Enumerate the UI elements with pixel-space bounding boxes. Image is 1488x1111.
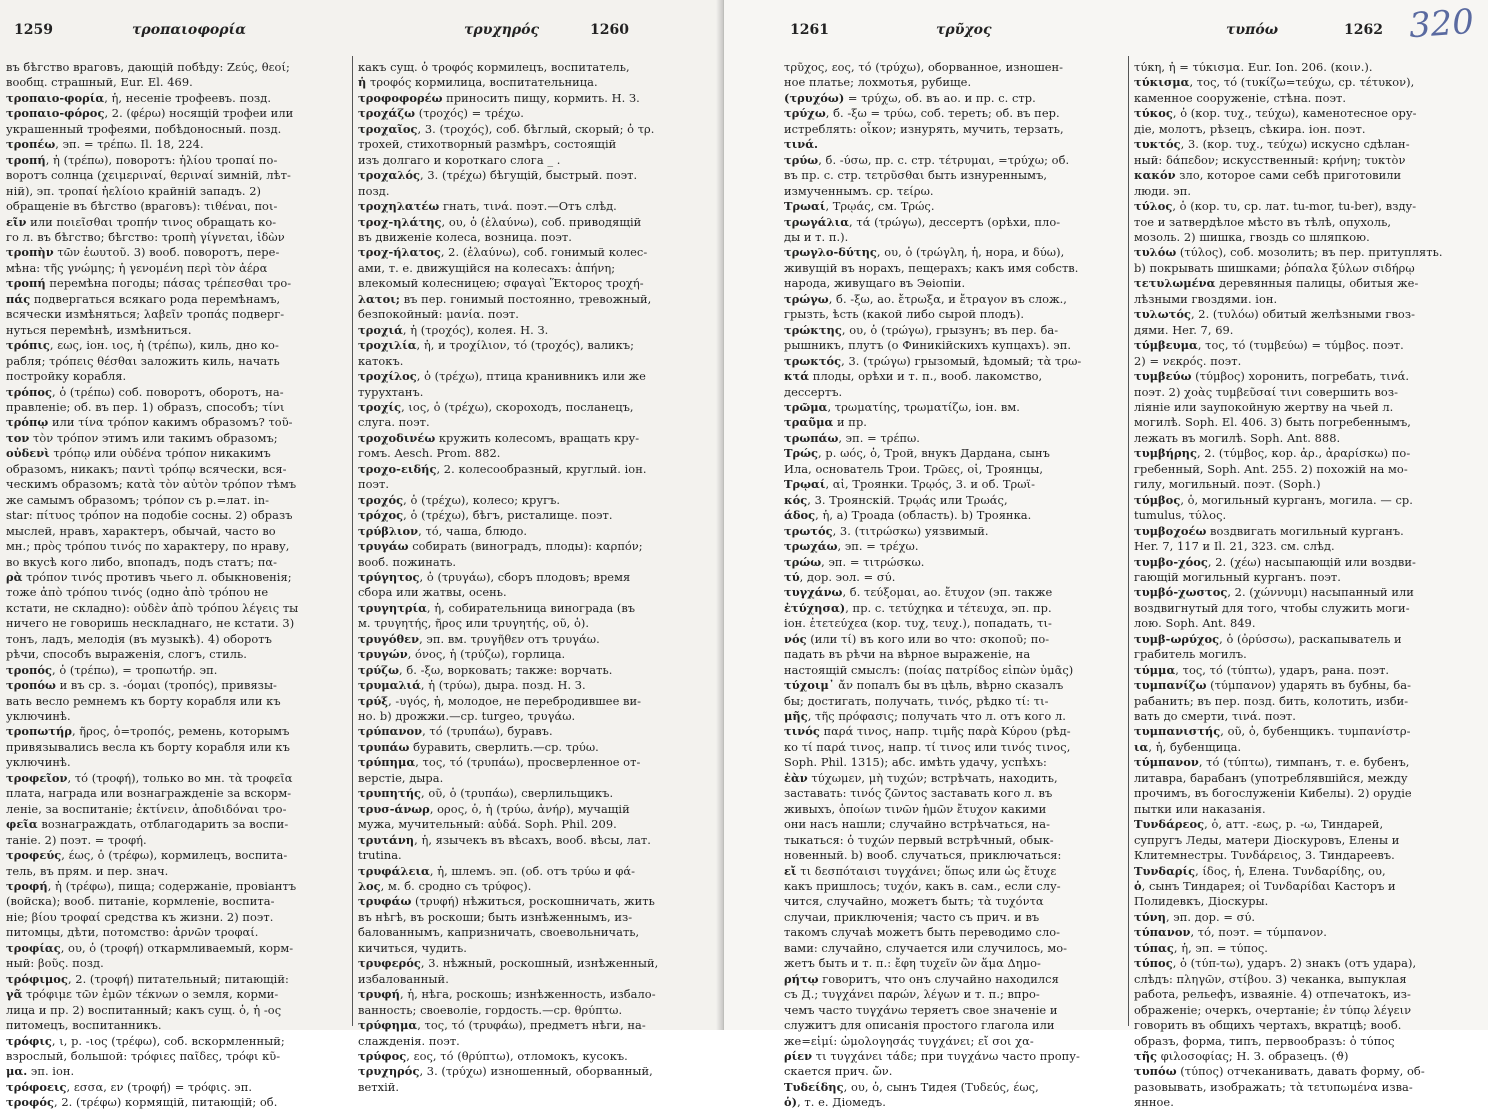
entry-line: такомъ случаѣ можетъ быть переводимо сло- bbox=[784, 925, 1061, 940]
entry-line: τυμβήρης, 2. (τύμβος, кор. ἀρ., ἀραρίσκω) по- bbox=[1134, 446, 1411, 461]
entry-line: воздвигнутый для того, чтобы служить моги- bbox=[1134, 600, 1410, 615]
entry-line: τετυλωμένα деревянныя палицы, обитыя же- bbox=[1134, 276, 1419, 291]
entry-line: лежать въ могилѣ. Soph. Ant. 888. bbox=[1134, 430, 1341, 445]
entry-line: τρωγλο-δύτης, ου, ὁ (τρώγλη, ἡ, нора, и δύω), bbox=[784, 245, 1065, 260]
entry-line: τροπὴν τῶν ἑωυτοῦ. 3) вооб. поворотъ, пере- bbox=[6, 245, 280, 260]
entry-line: τρυφάω (τρυφή) нѣжиться, роскошничать, жить bbox=[358, 894, 655, 909]
entry-line: питомецъ, воспитанникъ. bbox=[6, 1018, 162, 1033]
entry-line: воротъ солнца (χειμεριναί, θεριναί зимній, лѣт- bbox=[6, 168, 291, 183]
entry-line: рышникъ, плутъ (о Финикійскихъ купцахъ). эп. bbox=[784, 338, 1072, 353]
entry-line: τρυσ-άνωρ, ορος, ὁ, ἡ (τρύω, ἀνήρ), мучащій bbox=[358, 801, 630, 816]
entry-line: вами: случайно, случается или случилось, мо- bbox=[784, 940, 1068, 955]
entry-line: діе, молотъ, рѣзецъ, сѣкира. іон. поэт. bbox=[1134, 121, 1366, 136]
entry-line: Τυνδαρίς, ίδος, ἡ, Елена. Τυνδαρίδης, ου, bbox=[1134, 863, 1386, 878]
entry-line: τροχαῖος, 3. (τροχός), соб. бѣглый, скорый; ὁ τρ. bbox=[358, 121, 655, 136]
entry-line: истреблять: οἶκον; изнурять, мучить, терзать, bbox=[784, 121, 1064, 136]
entry-line: изъ долгаго и короткаго слога _ . bbox=[358, 152, 561, 167]
page-number-1262: 1262 bbox=[1344, 22, 1383, 38]
entry-line: гомъ. Aesch. Prom. 882. bbox=[358, 446, 501, 461]
column-1259 bbox=[6, 60, 346, 1110]
entry-line: слуга. поэт. bbox=[358, 415, 430, 430]
entry-line: ліяніе или заупокойную жертву на чьей л. bbox=[1134, 399, 1394, 414]
entry-line: прочимъ, въ богослуженіи Кибелы). 2) орудіе bbox=[1134, 786, 1412, 801]
page-number-1261: 1261 bbox=[790, 22, 829, 38]
entry-line: таніе. 2) поэт. = τροφή. bbox=[6, 832, 147, 847]
entry-line: нуться перемѣнѣ, измѣниться. bbox=[6, 322, 192, 337]
entry-line: чемъ часто τυγχάνω теряетъ свое значеніе и bbox=[784, 1002, 1058, 1017]
entry-line: тое и затвердѣлое мѣсто въ тѣлѣ, опухоль, bbox=[1134, 214, 1392, 229]
column-divider-left bbox=[352, 56, 353, 1026]
entry-line: γᾶ τρόφιμε τῶν ἐμῶν τέκνων о земля, корми- bbox=[6, 987, 279, 1002]
entry-line: τύμμα, τος, τό (τύπτω), ударъ, рана. поэт. bbox=[1134, 662, 1390, 677]
entry-line: τρύφος, εος, τό (θρύπτω), отломокъ, кусокъ. bbox=[358, 1049, 628, 1063]
entry-line: грабитель могилъ. bbox=[1134, 647, 1247, 662]
entry-line: κός, 3. Троянскій. Τρῳάς или Τρωάς, bbox=[784, 492, 1008, 507]
entry-line: ρίεν τι τυγχάνει τάδε; при τυγχάνω часто пропу- bbox=[784, 1049, 1080, 1063]
entry-line: ρήτῳ говоритъ, что онъ случайно находился bbox=[784, 971, 1059, 986]
entry-line: μα. эп. іон. bbox=[6, 1064, 75, 1079]
entry-line: τρύγητος, ὁ (τρυγάω), сборъ плодовъ; время bbox=[358, 569, 631, 584]
entry-line: живыхъ, ὁποίων τινῶν ἡμῶν ἔτυχον какими bbox=[784, 801, 1047, 816]
entry-line: τυκτός, 3. (кор. τυχ., τεύχω) искусно сдѣлан- bbox=[1134, 137, 1410, 152]
entry-line: трохей, стихотворный размѣръ, состоящій bbox=[358, 137, 617, 152]
entry-line: въ бѣгство враговъ, дающій побѣду: Ζεύς, θεοί; bbox=[6, 60, 290, 74]
entry-line: τυλωτός, 2. (τυλόω) обитый желѣзными гвоз- bbox=[1134, 307, 1415, 322]
entry-line: τρυμαλιά, ἡ (τρύω), дыра. позд. Н. З. bbox=[358, 678, 586, 693]
running-head-1261: τρῦχος bbox=[936, 22, 992, 38]
entry-line: ній), эп. τροπαί ἠελίοιο крайній западъ. 2) bbox=[6, 183, 262, 198]
entry-line: плата, награда или вознагражденіе за вскорм- bbox=[6, 786, 292, 801]
entry-line: τυμβοχοέω воздвигать могильный курганъ. bbox=[1134, 523, 1404, 538]
entry-line: ванность; своеволіе, гордость.—ср. θρύπτω. bbox=[358, 1002, 623, 1017]
entry-line: тонъ, ладъ, мелодія (въ музыкѣ). 4) оборотъ bbox=[6, 631, 272, 646]
entry-line: кичиться, чудить. bbox=[358, 940, 467, 955]
entry-line: τρύζω, б. -ξω, ворковать; также: ворчать. bbox=[358, 662, 613, 677]
entry-line: какъ пришлось; τυχόν, какъ в. сам., если слу- bbox=[784, 879, 1061, 894]
left-page bbox=[0, 0, 724, 1110]
entry-line: питомцы, дѣти, потомство: ἀρνῶν τροφαί. bbox=[6, 925, 259, 940]
entry-line: они насъ нашли; случайно встрѣчаться, на- bbox=[784, 817, 1051, 832]
entry-line: τροφεύς, έως, ὁ (τρέφω), кормилецъ, воспита- bbox=[6, 848, 288, 863]
entry-line: τρόπῳ или τίνα τρόπον какимъ образомъ? τοῦ- bbox=[6, 415, 293, 430]
entry-line: τυγχάνω, б. τεύξομαι, ао. ἔτυχον (эп. также bbox=[784, 585, 1053, 600]
entry-line: ια, ἡ, бубенщица. bbox=[1134, 739, 1242, 754]
entry-line: уключинѣ. bbox=[6, 755, 71, 770]
entry-line: ное платье; лохмотья, рубище. bbox=[784, 75, 972, 90]
entry-line: τρυφερός, 3. нѣжный, роскошный, изнѣженный, bbox=[358, 956, 659, 971]
entry-line: τροχ-ήλατος, 2. (ἐλαύνω), соб. гонимый колес- bbox=[358, 245, 648, 260]
entry-line: балованнымъ, капризничать, своевольничать, bbox=[358, 925, 640, 940]
entry-line: τροχο-ειδής, 2. колесообразный, круглый. іон. bbox=[358, 461, 647, 476]
entry-line: избалованный. bbox=[358, 971, 449, 986]
entry-line: τρόπις, εως, іон. ιος, ἡ (τρέπω), киль, дно ко- bbox=[6, 338, 279, 353]
entry-line: рабанить; въ пер. позд. бить, колотить, изби- bbox=[1134, 693, 1409, 708]
entry-line: супругъ Леды, матери Діоскуровъ, Елены и bbox=[1134, 832, 1400, 847]
entry-line: τρυπητής, οῦ, ὁ (τρυπάω), сверлильщикъ. bbox=[358, 786, 614, 801]
entry-line: τρόφοεις, εσσα, εν (τροφή) = τρόφις. эп. bbox=[6, 1079, 253, 1094]
entry-line: πάς подвергаться всякаго рода перемѣнамъ, bbox=[6, 291, 281, 306]
entry-line: τροπέω, эп. = τρέπω. Il. 18, 224. bbox=[6, 137, 204, 152]
entry-line: άδος, ἡ, a) Троада (область). b) Троянка. bbox=[784, 508, 1032, 523]
entry-line: кстати, не складно): οὐδὲν ἀπὸ τρόπου λέγεις ты bbox=[6, 600, 299, 615]
entry-line: τροχάζω (τροχός) = τρέχω. bbox=[358, 106, 524, 121]
entry-line: уключинѣ. bbox=[6, 709, 71, 724]
entry-line: τροπή, ἡ (τρέπω), поворотъ: ἡλίου τροπαί по- bbox=[6, 152, 278, 167]
entry-line: литавра, барабанъ (употреблявшійся, между bbox=[1134, 770, 1408, 785]
entry-line: τρόπος, ὁ (τρέπω) соб. поворотъ, оборотъ, на- bbox=[6, 384, 284, 399]
entry-line: го л. въ бѣгство; бѣгство: τροπὴ γίγνεται, ἰδὼν bbox=[6, 229, 285, 244]
entry-line: Τρῳαί, αἱ, Троянки. Τρῳός, 3. и об. Τρωϊ- bbox=[784, 477, 1035, 492]
entry-line: служитъ для описанія простого глагола или bbox=[784, 1018, 1055, 1033]
entry-line: влекомый колесницею; σφαγαὶ Ἕκτορος τροχή- bbox=[358, 276, 644, 291]
entry-line: τρώκτης, ου, ὁ (τρώγω), грызунъ; въ пер. ба- bbox=[784, 322, 1059, 337]
entry-line: τροχίς, ιος, ὁ (τρέχω), скороходъ, посланецъ, bbox=[358, 399, 634, 414]
entry-line: τρόχος, ὁ (τρέχω), бѣгъ, ристалище. поэт. bbox=[358, 508, 613, 523]
entry-line: τύκος, ὁ (кор. τυχ., τεύχω), каменотесное ору- bbox=[1134, 106, 1417, 121]
entry-line: дессертъ. bbox=[784, 384, 843, 399]
entry-line: εἴ τι δεσπόταισι τυγχάνει; ὅπως или ὡς ἔτυχε bbox=[784, 863, 1057, 878]
entry-line: τύμβευμα, τος, τό (τυμβεύω) = τύμβος. поэт. bbox=[1134, 338, 1404, 353]
entry-line: мозоль. 2) шишка, гвоздь со шляпкою. bbox=[1134, 229, 1370, 244]
right-page bbox=[724, 0, 1488, 1110]
entry-line: работа, рельефъ, изваяніе. 4) отпечатокъ, из- bbox=[1134, 987, 1411, 1002]
entry-line: во вкусѣ кого либо, впопадъ, подъ статъ; πα- bbox=[6, 554, 277, 569]
entry-line: чится, случайно, можетъ быть; τὰ τυχόντα bbox=[784, 894, 1044, 909]
entry-line: τον τὸν τρόπον этимъ или такимъ образомъ; bbox=[6, 430, 278, 445]
entry-line: τροπαιο-φορία, ἡ, несеніе трофеевъ. позд. bbox=[6, 90, 271, 105]
entry-line: τύλος, ὁ (кор. τυ, ср. лат. tu-mor, tu-ber), взду- bbox=[1134, 199, 1417, 214]
entry-line: ὁ, сынъ Тиндарея; οἱ Τυνδαρίδαι Касторъ и bbox=[1134, 879, 1396, 894]
entry-line: τρύω, б. -ύσω, пр. с. стр. τέτρυμαι, =τρύχω; об. bbox=[784, 152, 1070, 167]
column-1261 bbox=[784, 60, 1124, 1110]
page-number-1260: 1260 bbox=[590, 22, 629, 38]
entry-line: гающій могильный курганъ. поэт. bbox=[1134, 569, 1341, 584]
entry-line: τροφοφορέω приносить пищу, кормить. Н. З. bbox=[358, 90, 640, 105]
entry-line: τροπόω и въ ср. з. -όομαι (τροπός), привязы- bbox=[6, 678, 277, 693]
entry-line: κτά плоды, орѣхи и т. п., вооб. лакомство, bbox=[784, 369, 1043, 384]
entry-line: дями. Her. 7, 69. bbox=[1134, 322, 1234, 337]
entry-line: τρυφάλεια, ἡ, шлемъ. эп. (об. отъ τρύω и φά- bbox=[358, 863, 636, 878]
entry-line: слѣдъ: πληγῶν, στίβου. 3) чеканка, выпуклая bbox=[1134, 971, 1407, 986]
entry-line: въ нѣгѣ, въ роскоши; быть изнѣженнымъ, из- bbox=[358, 909, 633, 924]
entry-line: Τρώς, р. ωός, ὁ, Трой, внукъ Дардана, сынъ bbox=[784, 446, 1050, 461]
entry-line: ничего не говоришь нескладнаго, не кстати. 3) bbox=[6, 616, 295, 631]
entry-line: же=εἰμί: ὡμολογησάς τυγχάνει; εἴ σοι χα- bbox=[784, 1033, 1034, 1048]
entry-line: τρωπάω, эп. = τρέπω. bbox=[784, 430, 920, 445]
entry-line: гилу, могильный. поэт. (Soph.) bbox=[1134, 477, 1321, 492]
entry-line: τροφή, ἡ (τρέφω), пища; содержаніе, провіантъ bbox=[6, 879, 297, 894]
entry-line: ами, т. е. движущійся на колесахъ: ἀπήνη; bbox=[358, 260, 616, 275]
entry-line: τροφός, 2. (τρέφω) кормящій, питающій; об. bbox=[6, 1095, 278, 1110]
entry-line: τρωχάω, эп. = τρέχω. bbox=[784, 539, 919, 554]
entry-line: τύπας, ἡ, эп. = τύπος. bbox=[1134, 940, 1268, 955]
entry-line: мужа, мучительный: αὐδά. Soph. Phil. 209. bbox=[358, 817, 617, 832]
entry-line: τυμβεύω (τύμβος) хоронить, погребать, τινά. bbox=[1134, 369, 1410, 384]
entry-line: мыслей, нравъ, характеръ, обычай, часто во bbox=[6, 523, 276, 538]
entry-line: τύνη, эп. дор. = σύ. bbox=[1134, 909, 1256, 924]
entry-line: τυλόω (τύλος), соб. мозолить; въ пер. притуплять. bbox=[1134, 245, 1443, 260]
entry-line: ὁ), т. е. Діомедъ. bbox=[784, 1095, 886, 1110]
entry-line: верстіе, дыра. bbox=[358, 770, 444, 785]
entry-line: Клитемнестры. Τυνδάρειος, 3. Тиндареевъ. bbox=[1134, 848, 1395, 863]
entry-line: тоже ἀπὸ τρόπου τινός (одно ἀπὸ τρόπου не bbox=[6, 585, 269, 600]
entry-line: образъ, форма, типъ, первообразъ: ὁ τύπος bbox=[1134, 1033, 1395, 1048]
entry-line: жетъ быть и т. п.: ἔφη τυχεῖν ὢν ἅμα Δημο- bbox=[784, 956, 1041, 971]
entry-line: 2) = νεκρός. поэт. bbox=[1134, 353, 1242, 368]
entry-line: τροπωτήρ, ῆρος, ὁ=τροπός, ремень, которымъ bbox=[6, 724, 290, 739]
entry-line: τυμβο-χόος, 2. (χέω) насыпающій или воздви- bbox=[1134, 554, 1416, 569]
entry-line: мѣна: τῆς γνώμης; ἡ γενομένη περὶ τὸν ἀέρα bbox=[6, 260, 268, 275]
entry-line: тель, въ прям. и пер. знач. bbox=[6, 863, 169, 878]
entry-line: привязывались весла къ борту корабля или къ bbox=[6, 739, 290, 754]
entry-line: τρυπάω буравить, сверлить.—ср. τρύω. bbox=[358, 739, 599, 754]
entry-line: катокъ. bbox=[358, 353, 404, 368]
entry-line: μῆς, τῆς πρόφασις; получать что л. отъ кого л. bbox=[784, 709, 1066, 724]
entry-line: τρυφή, ἡ, нѣга, роскошь; изнѣженность, избало- bbox=[358, 987, 656, 1002]
entry-line: народа, живущаго въ Эѳіопіи. bbox=[784, 276, 966, 291]
entry-line: τροφεῖον, τό (τροφή), только во мн. τὰ τροφεῖα bbox=[6, 770, 293, 785]
entry-line: τύμβος, ὁ, могильный курганъ, могила. — ср. bbox=[1134, 492, 1413, 507]
entry-line: τρύβλιον, τό, чаша, блюдо. bbox=[358, 523, 528, 538]
entry-line: τροπαιο-φόρος, 2. (φέρω) носящій трофеи или bbox=[6, 106, 294, 121]
entry-line: (τρυχόω) = τρύχω, об. въ ао. и пр. с. стр. bbox=[784, 90, 1036, 105]
entry-line: τρύξ, -υγός, ἡ, молодое, не перебродившее ви- bbox=[358, 693, 642, 708]
column-divider-right bbox=[1128, 56, 1129, 1026]
entry-line: люди. эп. bbox=[1134, 183, 1192, 198]
entry-line: tumulus, τύλος. bbox=[1134, 508, 1227, 523]
entry-line: ный: δάπεδον; искусственный: κρήνη; τυκτὸν bbox=[1134, 152, 1406, 167]
entry-line: τρώω, эп. = τιτρώσκω. bbox=[784, 554, 925, 569]
entry-line: м. τρυγητής, ῆρος или τρυγητής, οῦ, ὁ). bbox=[358, 616, 590, 631]
entry-line: (войска); вооб. питаніе, кормленіе, воспита- bbox=[6, 894, 275, 909]
entry-line: леніе, за воспитаніе; ἐκτίνειν, ἀποδιδόναι τρο- bbox=[6, 801, 287, 816]
entry-line: τρώγω, б. -ξω, ао. ἔτρωξα, и ἔτραγον въ слож., bbox=[784, 291, 1067, 306]
entry-line: λατοι; въ пер. гонимый постоянно, тревожный, bbox=[358, 291, 652, 306]
entry-line: поэт. bbox=[358, 477, 390, 492]
entry-line: τυμβό-χωστος, 2. (χώννυμι) насыпанный или bbox=[1134, 585, 1414, 600]
entry-line: Τρωαί, Τρῳάς, см. Τρώς. bbox=[784, 199, 935, 214]
entry-line: τροχιλία, ἡ, и τροχίλιον, τό (τροχός), валикъ; bbox=[358, 338, 635, 353]
entry-line: τροφίας, ου, ὁ (τροφή) откармливаемый, корм- bbox=[6, 940, 294, 955]
entry-line: янное. bbox=[1134, 1095, 1174, 1110]
entry-line: ко τί παρά τινος, напр. τί τινος или τινός τινος, bbox=[784, 739, 1071, 754]
entry-line: star: πίτυος τρόπον на подобіе сосны. 2) образъ bbox=[6, 508, 293, 523]
entry-line: τύ, дор. эол. = σύ. bbox=[784, 569, 896, 584]
entry-line: b) покрывать шишками; ῥόπαλα ξύλων σιδήρῳ bbox=[1134, 260, 1415, 275]
entry-line: Her. 7, 117 и Il. 21, 323. см. слѣд. bbox=[1134, 539, 1335, 554]
entry-line: τύμπανον, τό (τύπτω), тимпанъ, т. е. бубенъ, bbox=[1134, 755, 1410, 770]
entry-line: τρυτάνη, ἡ, язычекъ въ вѣсахъ, вооб. вѣсы, лат. bbox=[358, 832, 651, 847]
entry-line: τρύπανον, τό (τρυπάω), буравъ. bbox=[358, 724, 553, 739]
entry-line: τῆς φιλοσοφίας; Н. З. образецъ. (ϑ) bbox=[1134, 1049, 1349, 1063]
entry-line: скается прич. ὤν. bbox=[784, 1064, 893, 1079]
entry-line: лою. Soph. Ant. 849. bbox=[1134, 616, 1256, 631]
entry-line: τύχοιμ᾽ ἄν попалъ бы въ цѣль, вѣрно сказалъ bbox=[784, 678, 1064, 693]
entry-line: τρύχω, б. -ξω = τρύω, соб. тереть; об. въ пер. bbox=[784, 106, 1060, 121]
entry-line: какъ сущ. ὁ τροφός кормилецъ, воспитатель, bbox=[358, 60, 630, 74]
entry-line: образомъ, никакъ; παντὶ τρόπῳ всячески, вся- bbox=[6, 461, 287, 476]
entry-line: τρυχηρός, 3. (τρύχω) изношенный, оборванный, bbox=[358, 1064, 653, 1079]
entry-line: ніе; βίου τροφαί средства къ жизни. 2) поэт. bbox=[6, 909, 274, 924]
entry-line: Полидевкъ, Діоскуры. bbox=[1134, 894, 1269, 909]
entry-line: разовывать, изображать; τὰ τετυπωμένα изва- bbox=[1134, 1079, 1413, 1094]
entry-line: τροχ-ηλάτης, ου, ὁ (ἐλαύνω), соб. приводящій bbox=[358, 214, 642, 229]
entry-line: могилѣ. Soph. El. 406. 3) быть погребеннымъ, bbox=[1134, 415, 1411, 430]
entry-line: гребенный, Soph. Ant. 255. 2) похожій на мо- bbox=[1134, 461, 1408, 476]
entry-line: ды и т. п.). bbox=[784, 229, 849, 244]
entry-line: безпокойный: μανία. поэт. bbox=[358, 307, 519, 322]
entry-line: τρωτός, 3. (τιτρώσκω) уязвимый. bbox=[784, 523, 989, 538]
entry-line: ἐὰν τύχωμεν, μὴ τυχών; встрѣчать, находить, bbox=[784, 770, 1058, 785]
running-head-1259: τροπαιοφορία bbox=[132, 22, 247, 38]
entry-line: іон. ἐτετεύχεα (кор. τυχ, τευχ.), попадать, τι- bbox=[784, 616, 1052, 631]
entry-line: τροχοδινέω кружить колесомъ, вращать кру- bbox=[358, 430, 640, 445]
entry-line: каменное сооруженіе, стѣна. поэт. bbox=[1134, 90, 1347, 105]
entry-line: въ пр. с. стр. τετρῦσθαι быть изнуреннымъ, bbox=[784, 168, 1048, 183]
entry-line: вать весло ремнемъ къ борту корабля или къ bbox=[6, 693, 281, 708]
entry-line: κακόν зло, которое сами себѣ приготовили bbox=[1134, 168, 1402, 183]
entry-line: лица и пр. 2) воспитанный; какъ сущ. ὁ, ἡ -ος bbox=[6, 1002, 282, 1017]
entry-line: турухтанъ. bbox=[358, 384, 424, 399]
entry-line: Ила, основатель Трои. Τρῶες, οἱ, Троянцы, bbox=[784, 461, 1044, 476]
entry-line: οὐδενὶ τρόπῳ или οὐδένα τρόπον никакимъ bbox=[6, 446, 271, 461]
entry-line: ный: βοῦς. позд. bbox=[6, 956, 104, 971]
entry-line: φεῖα вознаграждать, отблагодарить за воспи- bbox=[6, 817, 289, 832]
entry-line: τροχιά, ἡ (τροχός), колея. Н. З. bbox=[358, 322, 549, 337]
entry-line: ческимъ образомъ; κατὰ τὸν αὐτὸν τρόπον тѣмъ bbox=[6, 477, 297, 492]
page-number-1259: 1259 bbox=[14, 22, 53, 38]
entry-line: въ движеніе колеса, возница. поэт. bbox=[358, 229, 572, 244]
entry-line: τυμβ-ωρύχος, ὁ (ὀρύσσω), раскапыватель и bbox=[1134, 631, 1402, 646]
running-head-1262: τυπόω bbox=[1226, 22, 1279, 38]
entry-line: сбора или жатвы, осень. bbox=[358, 585, 507, 600]
column-1262 bbox=[1134, 60, 1474, 1110]
entry-line: τραῦμα и пр. bbox=[784, 415, 867, 430]
entry-line: τύπανον, τό, поэт. = τύμπανον. bbox=[1134, 925, 1327, 940]
entry-line: λος, м. б. сродно съ τρύφος). bbox=[358, 879, 532, 894]
entry-line: τροχίλος, ὁ (τρέχω), птица кранивникъ или же bbox=[358, 369, 646, 384]
entry-line: τυπόω (τύπος) отчеканивать, давать форму, об- bbox=[1134, 1064, 1425, 1079]
entry-line: но. b) дрожжи.—ср. turgeo, τρυγάω. bbox=[358, 709, 576, 724]
entry-line: вооб. пожинать. bbox=[358, 554, 457, 569]
entry-line: τρυγών, όνος, ἡ (τρύζω), горлица. bbox=[358, 647, 566, 662]
entry-line: новенный. b) вооб. случаться, приключаться: bbox=[784, 848, 1062, 863]
entry-line: же самымъ образомъ; τρόπον съ р.=лат. in- bbox=[6, 492, 269, 507]
running-head-1260: τρυχηρός bbox=[464, 22, 540, 38]
entry-line: тыкаться: ὁ τυχών первый встрѣчный, обык- bbox=[784, 832, 1054, 847]
entry-line: τρωγάλια, τά (τρώγω), дессертъ (орѣхи, пло- bbox=[784, 214, 1061, 229]
entry-line: всячески измѣняться; λαβεῖν τροπάς подверг- bbox=[6, 307, 285, 322]
entry-line: лѣзными гвоздями. іон. bbox=[1134, 291, 1278, 306]
entry-line: Τυδείδης, ου, ὁ, сынъ Тидея (Τυδεύς, έως, bbox=[784, 1079, 1039, 1094]
entry-line: падать въ рѣчи на вѣрное выраженіе, на bbox=[784, 647, 1031, 662]
entry-line: случаи, приключенія; часто съ прич. и въ bbox=[784, 909, 1040, 924]
entry-line: ἐτύχησα), пр. с. τετύχηκα и τέτευχα, эп. пр. bbox=[784, 600, 1052, 615]
entry-line: рабля; τρόπεις θέσθαι заложить киль, начать bbox=[6, 353, 280, 368]
entry-line: τινός παρά τινος, напр. τιμῆς παρὰ Κύρου (рѣд- bbox=[784, 724, 1071, 739]
column-1260 bbox=[358, 60, 710, 1094]
entry-line: τινά. bbox=[784, 137, 819, 152]
entry-line: τροχός, ὁ (τρέχω), колесо; кругъ. bbox=[358, 492, 561, 507]
entry-line: τύπος, ὁ (τύπ-τω), ударъ. 2) знакъ (отъ удара), bbox=[1134, 956, 1417, 971]
entry-line: украшенный трофеями, побѣдоносный. позд. bbox=[6, 121, 282, 136]
entry-line: τρῦχος, εος, τό (τρύχω), оборванное, изношен- bbox=[784, 60, 1064, 74]
entry-line: поэт. 2) χοὰς τυμβεῦσαί τινι совершить воз- bbox=[1134, 384, 1398, 399]
entry-line: τρυγάω собирать (виноградъ, плоды): καρπόν; bbox=[358, 539, 643, 554]
entry-line: τροπή перемѣна погоды; πάσας τρέπεσθαι τρο- bbox=[6, 276, 292, 291]
entry-line: Soph. Phil. 1315); абс. имѣть удачу, успѣхъ: bbox=[784, 755, 1047, 770]
entry-line: живущій въ норахъ, пещерахъ; какъ имя собств. bbox=[784, 260, 1079, 275]
entry-line: trutina. bbox=[358, 848, 402, 863]
entry-line: ἡ τροφός кормилица, воспитательница. bbox=[358, 75, 598, 90]
entry-line: τύκη, ἡ = τύκισμα. Eur. Ion. 206. (κοιν.). bbox=[1134, 60, 1373, 74]
entry-line: τρωκτός, 3. (τρώγω) грызомый, ѣдомый; τὰ τρω- bbox=[784, 353, 1082, 368]
entry-line: τροχηλατέω гнать, τινά. поэт.—Отъ слѣд. bbox=[358, 199, 617, 214]
entry-line: νός (или τί) въ кого или во что: σκοποῦ; по- bbox=[784, 631, 1050, 646]
entry-line: ρὰ τρόπον τινός противъ чьего л. обыкновенія; bbox=[6, 569, 292, 584]
entry-line: грызть, ѣсть (какой либо сырой плодъ). bbox=[784, 307, 1025, 322]
entry-line: правленіе; об. въ пер. 1) образъ, способъ; τίνι bbox=[6, 399, 285, 414]
entry-line: τρυγητρία, ἡ, собирательница винограда (въ bbox=[358, 600, 636, 615]
entry-line: мн.; πρὸς τρόπου τινός по характеру, по нраву, bbox=[6, 539, 290, 554]
entry-line: τρύπημα, τος, τό (τρυπάω), просверленное от- bbox=[358, 755, 641, 770]
entry-line: вообщ. страшный, Eur. El. 469. bbox=[6, 75, 193, 90]
entry-line: рѣчи, способъ выраженія, слогъ, стиль. bbox=[6, 647, 247, 662]
entry-line: τυμπανιστής, οῦ, ὁ, бубенщикъ. τυμπανίστρ- bbox=[1134, 724, 1411, 739]
entry-line: τρῶμα, τρωματίης, τρωματίζω, іон. вм. bbox=[784, 399, 1020, 414]
entry-line: постройку корабля. bbox=[6, 369, 127, 384]
entry-line: εῖν или ποιεῖσθαι τροπήν τινος обращать ко- bbox=[6, 214, 277, 229]
entry-line: настоящій смыслъ: (ποίας πατρίδος εἰπὼν ὑμᾶς) bbox=[784, 662, 1074, 677]
entry-line: заставать: τινός ζῶντος заставать кого л. въ bbox=[784, 786, 1053, 801]
entry-line: пытки или наказанія. bbox=[1134, 801, 1266, 816]
entry-line: τροπός, ὁ (τρέπω), = τροπωτήρ. эп. bbox=[6, 662, 218, 677]
entry-line: обращеніе въ бѣгство (враговъ): τιθέναι, ποι- bbox=[6, 199, 278, 214]
entry-line: τροχαλός, 3. (τρέχω) бѣгущій, быстрый. поэт. bbox=[358, 168, 638, 183]
entry-line: ветхій. bbox=[358, 1079, 400, 1094]
entry-line: взрослый, большой: τρόφιες παῖδες, τρόφι κῦ- bbox=[6, 1049, 281, 1063]
entry-line: Τυνδάρεος, ὁ, атт. -εως, р. -ω, Тиндарей, bbox=[1134, 817, 1384, 832]
entry-line: ображеніе; очеркъ, очертаніе; ἐν τύπῳ λέγειν bbox=[1134, 1002, 1412, 1017]
entry-line: τυμπανίζω (τύμπανον) ударять въ бубны, ба- bbox=[1134, 678, 1411, 693]
entry-line: τύκισμα, τος, τό (τυκίζω=τεύχω, ср. τέτυκον), bbox=[1134, 75, 1415, 90]
entry-line: τρόφιμος, 2. (τροφή) питательный; питающій: bbox=[6, 971, 289, 986]
entry-line: говорить въ общихъ чертахъ, вкратцѣ; вооб. bbox=[1134, 1018, 1402, 1033]
entry-line: измученнымъ. ср. τείρω. bbox=[784, 183, 934, 198]
entry-line: вать до смерти, τινά. поэт. bbox=[1134, 709, 1296, 724]
entry-line: съ Д.; τυγχάνει παρών, λέγων и т. п.; впро- bbox=[784, 987, 1040, 1002]
entry-line: бы; достигать, получать, τινός, рѣдко τί: τι- bbox=[784, 693, 1049, 708]
entry-line: τρόφις, ι, р. -ιος (τρέφω), соб. вскормленный; bbox=[6, 1033, 285, 1048]
entry-line: слажденія. поэт. bbox=[358, 1033, 460, 1048]
entry-line: τρύφημα, τος, τό (τρυφάω), предметъ нѣги, на- bbox=[358, 1018, 646, 1033]
entry-line: позд. bbox=[358, 183, 390, 198]
handwritten-annotation: 320 bbox=[1407, 1, 1476, 47]
entry-line: τρυγόθεν, эп. вм. τρυγῆθεν отъ τρυγάω. bbox=[358, 631, 600, 646]
